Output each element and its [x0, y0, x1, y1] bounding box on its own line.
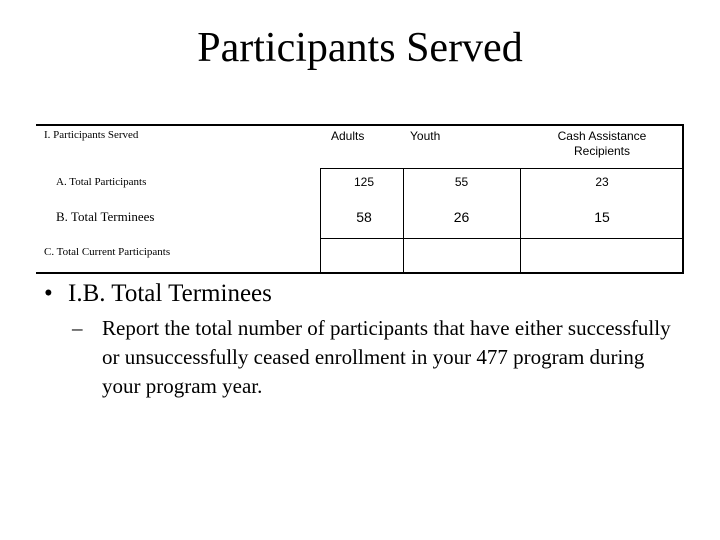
column-header-youth: Youth	[410, 129, 441, 143]
bullet-heading	[44, 278, 272, 310]
bullet-dot-icon: •	[44, 280, 53, 307]
dash-icon: –	[72, 316, 83, 340]
section-label: I. Participants Served	[44, 129, 139, 141]
page-title: Participants Served	[197, 25, 523, 71]
cell-adults-terminees: 58	[356, 209, 372, 225]
grid-line-h1	[320, 168, 684, 169]
grid-line-h2	[320, 238, 684, 239]
cell-cash-participants: 23	[595, 175, 609, 189]
row-label-current-participants: C. Total Current Participants	[44, 246, 171, 258]
cell-youth-participants: 55	[454, 175, 469, 189]
row-label-total-participants: A. Total Participants	[56, 176, 147, 188]
cell-youth-terminees: 26	[453, 209, 470, 225]
sub-bullet-text: Report the total number of participants that have either successfully or unsuccessfully ceased enrollment in your 477 program during your program year.	[102, 316, 671, 398]
row-label-total-terminees: B. Total Terminees	[56, 209, 155, 224]
column-header-cash-line2: Recipients	[573, 144, 631, 158]
column-header-cash	[520, 129, 684, 159]
bullet-heading-text: I.B. Total Terminees	[68, 280, 272, 307]
sub-bullet	[72, 314, 672, 401]
cell-adults-participants: 125	[353, 175, 375, 189]
cell-cash-terminees: 15	[594, 209, 610, 225]
column-header-adults: Adults	[331, 129, 365, 143]
column-header-cash-line1: Cash Assistance	[557, 129, 647, 143]
